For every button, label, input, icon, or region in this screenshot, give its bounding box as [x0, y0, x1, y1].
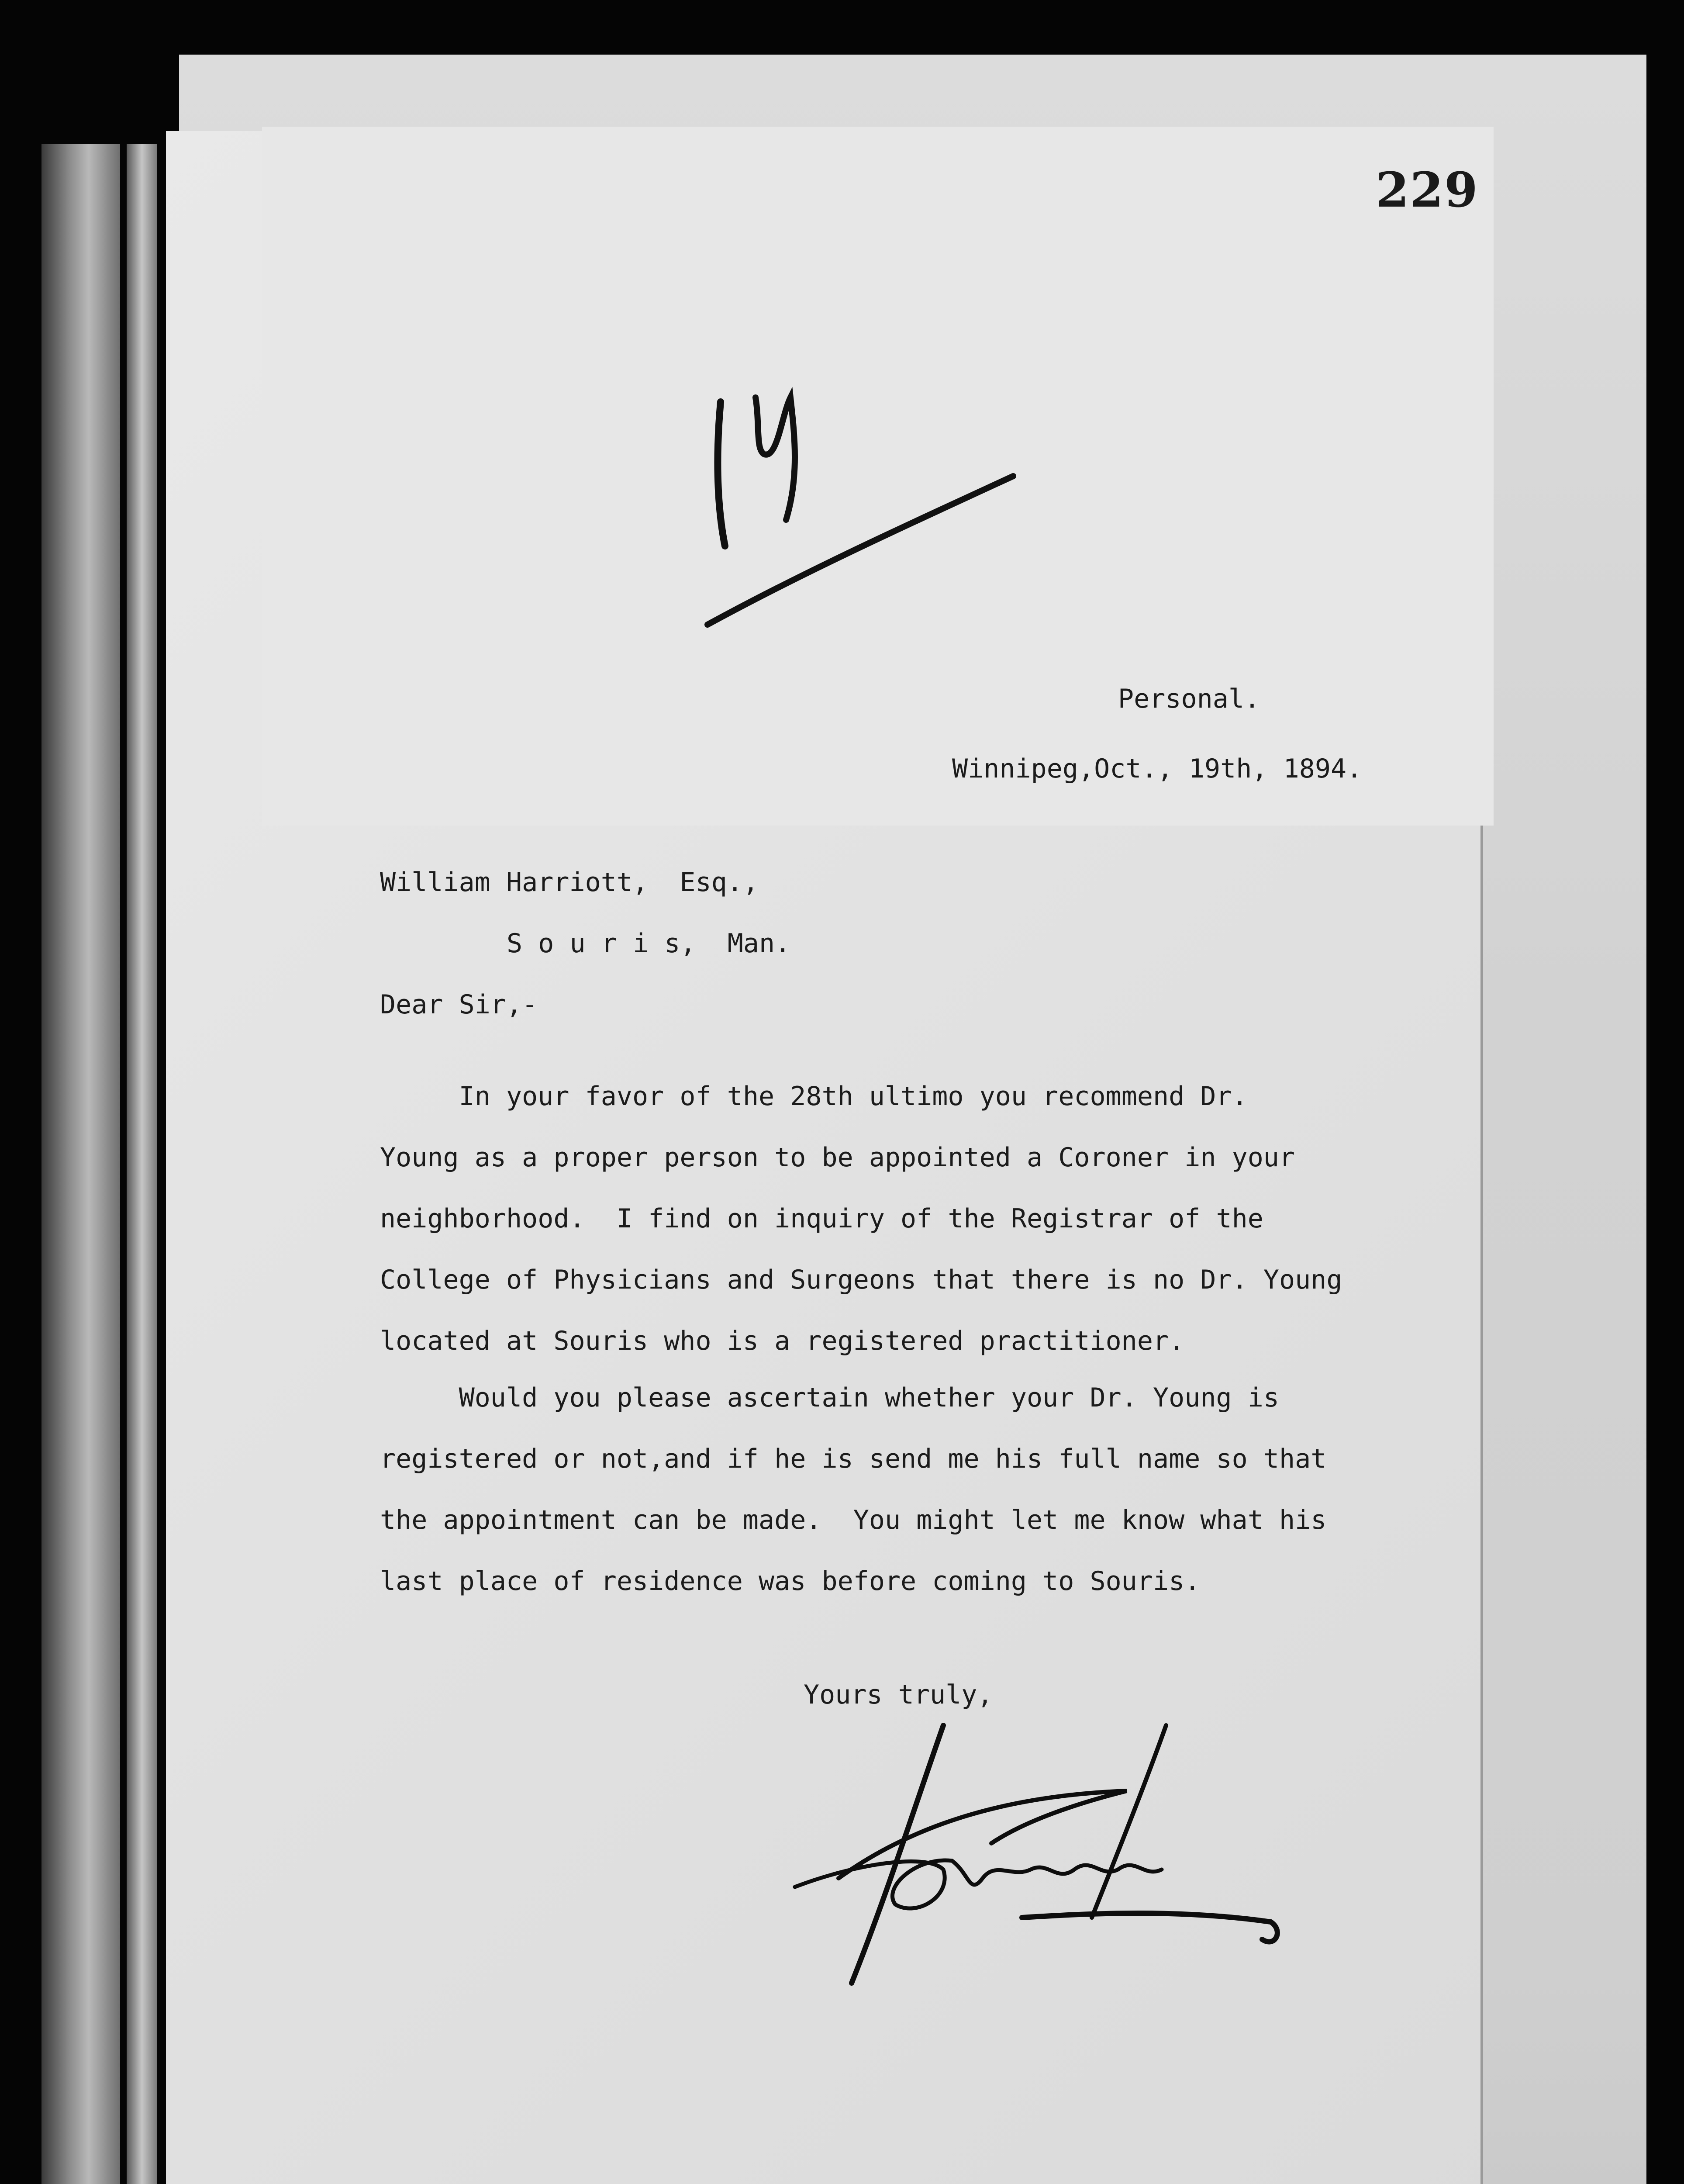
recipient-place: S o u r i s, Man.: [507, 928, 791, 959]
binding-edge: [41, 144, 120, 2184]
signature: [786, 1712, 1310, 2018]
letter-heading: Personal.: [1118, 684, 1260, 714]
body-line: registered or not,and if he is send me his full name so that: [380, 1444, 1327, 1474]
body-line: Would you please ascertain whether your Dr. Young is: [380, 1382, 1280, 1413]
binding-edge-inner: [127, 144, 157, 2184]
handwritten-mark: [690, 363, 1022, 642]
body-line: Young as a proper person to be appointed a Coroner in your: [380, 1142, 1295, 1173]
body-line: the appointment can be made. You might let me know what his: [380, 1505, 1327, 1535]
page-number: 229: [1376, 162, 1479, 218]
body-line: last place of residence was before coming to Souris.: [380, 1566, 1201, 1597]
body-line: neighborhood. I find on inquiry of the Registrar of the: [380, 1203, 1263, 1234]
salutation: Dear Sir,-: [380, 989, 538, 1020]
body-line: College of Physicians and Surgeons that there is no Dr. Young: [380, 1265, 1342, 1295]
closing: Yours truly,: [804, 1679, 993, 1710]
letter-place-date: Winnipeg,Oct., 19th, 1894.: [952, 753, 1363, 784]
recipient-name: William Harriott, Esq.,: [380, 867, 759, 898]
body-line: In your favor of the 28th ultimo you recommend Dr.: [380, 1081, 1248, 1112]
body-line: located at Souris who is a registered practitioner.: [380, 1326, 1185, 1356]
